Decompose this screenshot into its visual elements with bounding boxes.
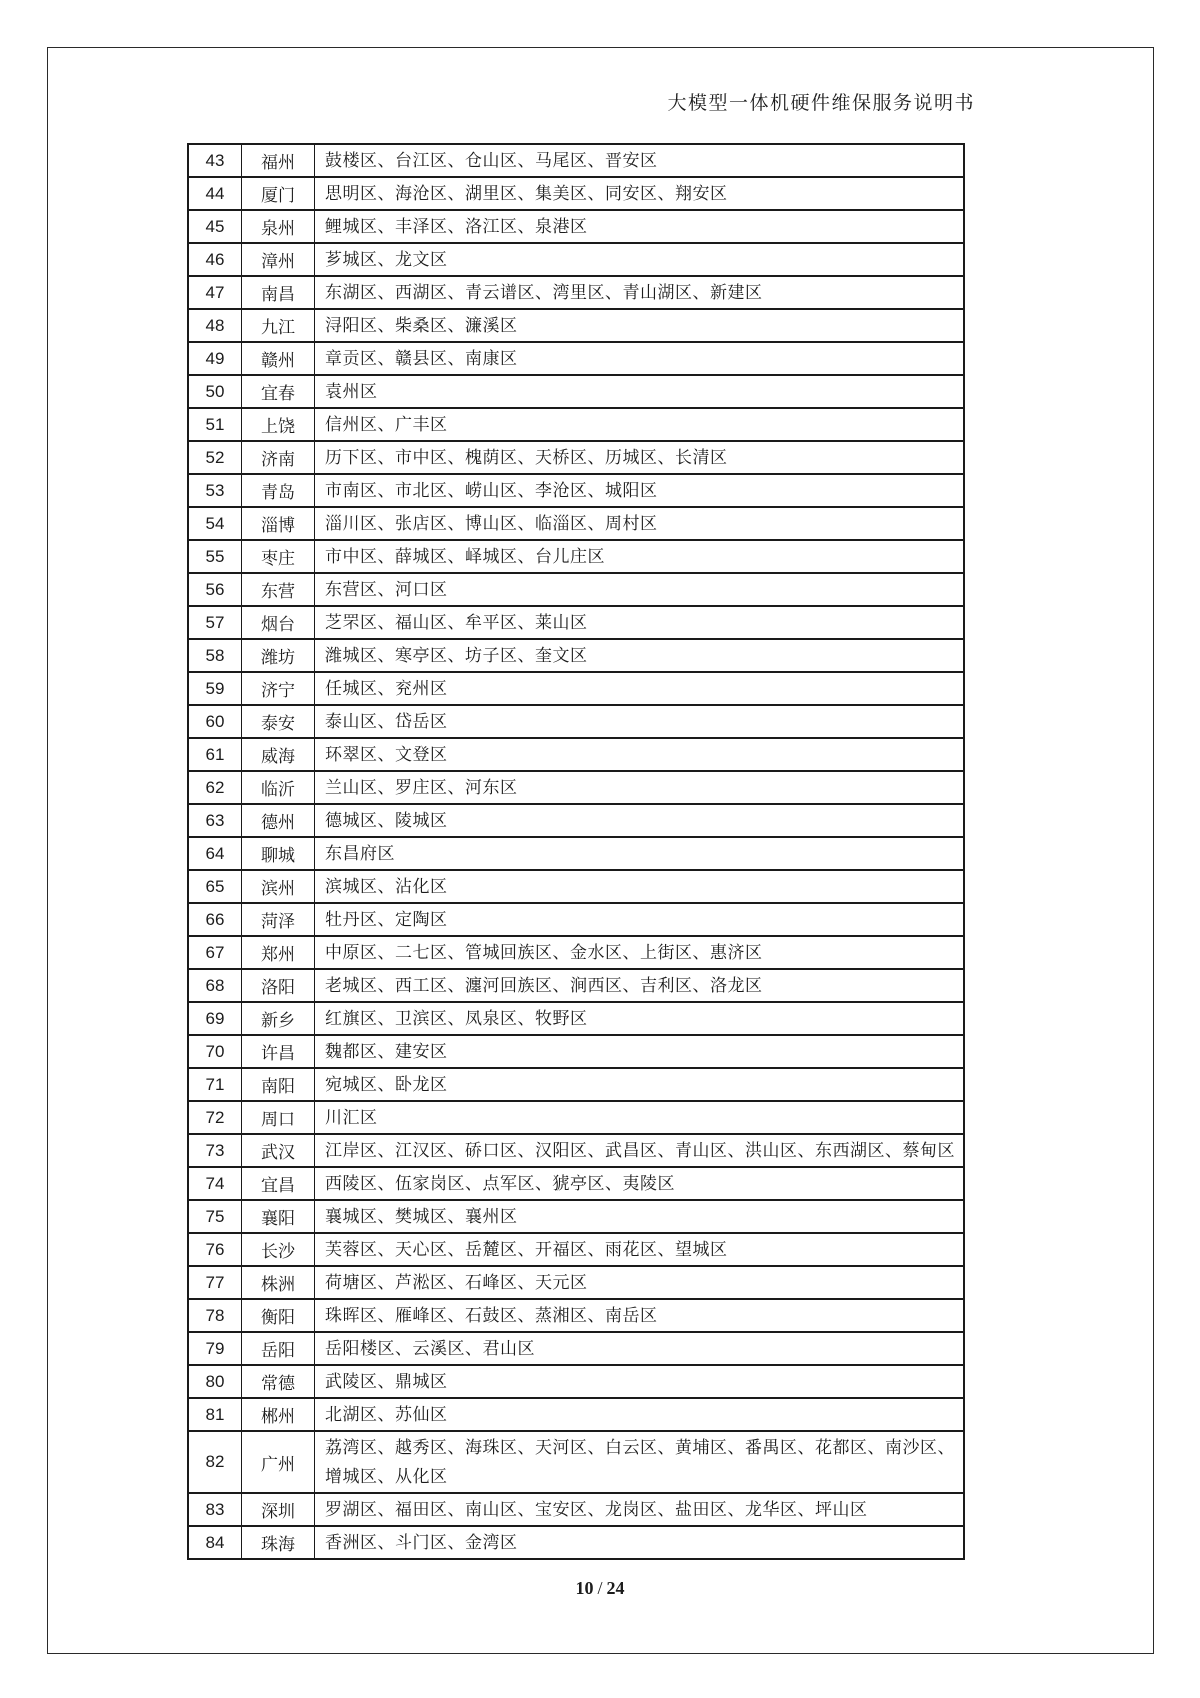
city-name: 洛阳 xyxy=(242,970,315,1001)
district-list: 环翠区、文登区 xyxy=(325,745,448,764)
row-number: 69 xyxy=(189,1003,242,1034)
table-row xyxy=(189,1267,963,1300)
row-number: 61 xyxy=(189,739,242,770)
city-name: 福州 xyxy=(242,145,315,176)
row-number: 54 xyxy=(189,508,242,539)
row-number: 50 xyxy=(189,376,242,407)
district-list: 岳阳楼区、云溪区、君山区 xyxy=(325,1339,535,1358)
city-name: 常德 xyxy=(242,1366,315,1397)
city-name: 长沙 xyxy=(242,1234,315,1265)
district-list: 中原区、二七区、管城回族区、金水区、上街区、惠济区 xyxy=(325,943,763,962)
city-name: 威海 xyxy=(242,739,315,770)
city-name: 武汉 xyxy=(242,1135,315,1166)
page-separator: / xyxy=(597,1578,603,1598)
district-list: 西陵区、伍家岗区、点军区、猇亭区、夷陵区 xyxy=(325,1174,675,1193)
table-row xyxy=(189,871,963,904)
table-row xyxy=(189,1399,963,1432)
district-list: 老城区、西工区、瀍河回族区、涧西区、吉利区、洛龙区 xyxy=(325,976,763,995)
table-row xyxy=(189,145,963,178)
table-row xyxy=(189,310,963,343)
district-list: 德城区、陵城区 xyxy=(325,811,448,830)
row-number: 53 xyxy=(189,475,242,506)
table-row xyxy=(189,1527,963,1558)
city-name: 青岛 xyxy=(242,475,315,506)
row-number: 76 xyxy=(189,1234,242,1265)
city-name: 泉州 xyxy=(242,211,315,242)
city-name: 襄阳 xyxy=(242,1201,315,1232)
city-name: 济南 xyxy=(242,442,315,473)
row-number: 68 xyxy=(189,970,242,1001)
district-list: 潍城区、寒亭区、坊子区、奎文区 xyxy=(325,646,588,665)
city-name: 新乡 xyxy=(242,1003,315,1034)
row-number: 71 xyxy=(189,1069,242,1100)
row-number: 58 xyxy=(189,640,242,671)
table-row xyxy=(189,475,963,508)
table-row xyxy=(189,574,963,607)
table-row xyxy=(189,277,963,310)
table-row xyxy=(189,1069,963,1102)
city-name: 赣州 xyxy=(242,343,315,374)
district-list: 红旗区、卫滨区、凤泉区、牧野区 xyxy=(325,1009,588,1028)
row-number: 44 xyxy=(189,178,242,209)
row-number: 74 xyxy=(189,1168,242,1199)
row-number: 62 xyxy=(189,772,242,803)
row-number: 75 xyxy=(189,1201,242,1232)
table-row xyxy=(189,970,963,1003)
row-number: 52 xyxy=(189,442,242,473)
district-list: 市南区、市北区、崂山区、李沧区、城阳区 xyxy=(325,481,658,500)
city-name: 厦门 xyxy=(242,178,315,209)
table-row xyxy=(189,1300,963,1333)
table-row xyxy=(189,1201,963,1234)
city-name: 烟台 xyxy=(242,607,315,638)
district-list: 珠晖区、雁峰区、石鼓区、蒸湘区、南岳区 xyxy=(325,1306,658,1325)
district-list: 袁州区 xyxy=(325,382,378,401)
district-list: 兰山区、罗庄区、河东区 xyxy=(325,778,518,797)
row-number: 47 xyxy=(189,277,242,308)
district-list: 浔阳区、柴桑区、濂溪区 xyxy=(325,316,518,335)
row-number: 49 xyxy=(189,343,242,374)
district-list: 襄城区、樊城区、襄州区 xyxy=(325,1207,518,1226)
table-row xyxy=(189,1135,963,1168)
district-list: 宛城区、卧龙区 xyxy=(325,1075,448,1094)
row-number: 64 xyxy=(189,838,242,869)
district-list: 牡丹区、定陶区 xyxy=(325,910,448,929)
document-header-title: 大模型一体机硬件维保服务说明书 xyxy=(667,93,975,114)
table-row xyxy=(189,838,963,871)
district-list: 市中区、薛城区、峄城区、台儿庄区 xyxy=(325,547,605,566)
table-row xyxy=(189,1494,963,1527)
row-number: 82 xyxy=(189,1432,242,1492)
district-list: 东湖区、西湖区、青云谱区、湾里区、青山湖区、新建区 xyxy=(325,283,763,302)
row-number: 77 xyxy=(189,1267,242,1298)
district-list: 香洲区、斗门区、金湾区 xyxy=(325,1533,518,1552)
row-number: 83 xyxy=(189,1494,242,1525)
row-number: 51 xyxy=(189,409,242,440)
city-name: 深圳 xyxy=(242,1494,315,1525)
district-list: 历下区、市中区、槐荫区、天桥区、历城区、长清区 xyxy=(325,448,728,467)
page-total: 24 xyxy=(606,1578,625,1598)
city-name: 郴州 xyxy=(242,1399,315,1430)
row-number: 57 xyxy=(189,607,242,638)
city-name: 济宁 xyxy=(242,673,315,704)
city-name: 九江 xyxy=(242,310,315,341)
city-name: 周口 xyxy=(242,1102,315,1133)
district-list: 荷塘区、芦淞区、石峰区、天元区 xyxy=(325,1273,588,1292)
district-list: 江岸区、江汉区、硚口区、汉阳区、武昌区、青山区、洪山区、东西湖区、蔡甸区 xyxy=(325,1141,955,1160)
table-row xyxy=(189,343,963,376)
district-list: 信州区、广丰区 xyxy=(325,415,448,434)
table-row xyxy=(189,409,963,442)
city-name: 枣庄 xyxy=(242,541,315,572)
row-number: 59 xyxy=(189,673,242,704)
city-name: 上饶 xyxy=(242,409,315,440)
table-row xyxy=(189,211,963,244)
table-row xyxy=(189,1366,963,1399)
table-row xyxy=(189,706,963,739)
city-name: 泰安 xyxy=(242,706,315,737)
district-list: 鼓楼区、台江区、仓山区、马尾区、晋安区 xyxy=(325,151,658,170)
table-row xyxy=(189,640,963,673)
city-name: 广州 xyxy=(242,1432,315,1492)
table-row xyxy=(189,772,963,805)
row-number: 45 xyxy=(189,211,242,242)
table-row xyxy=(189,541,963,574)
district-list: 北湖区、苏仙区 xyxy=(325,1405,448,1424)
district-list: 荔湾区、越秀区、海珠区、天河区、白云区、黄埔区、番禺区、花都区、南沙区、增城区、从化区 xyxy=(325,1438,955,1486)
row-number: 78 xyxy=(189,1300,242,1331)
row-number: 81 xyxy=(189,1399,242,1430)
city-name: 南昌 xyxy=(242,277,315,308)
city-name: 德州 xyxy=(242,805,315,836)
table-row xyxy=(189,508,963,541)
table-row xyxy=(189,739,963,772)
city-name: 淄博 xyxy=(242,508,315,539)
city-name: 许昌 xyxy=(242,1036,315,1067)
row-number: 56 xyxy=(189,574,242,605)
district-list: 淄川区、张店区、博山区、临淄区、周村区 xyxy=(325,514,658,533)
row-number: 80 xyxy=(189,1366,242,1397)
district-list: 泰山区、岱岳区 xyxy=(325,712,448,731)
district-list: 芗城区、龙文区 xyxy=(325,250,448,269)
table-row xyxy=(189,1168,963,1201)
table-row xyxy=(189,376,963,409)
city-district-table xyxy=(187,143,965,1560)
city-name: 郑州 xyxy=(242,937,315,968)
city-name: 滨州 xyxy=(242,871,315,902)
table-row xyxy=(189,805,963,838)
table-row xyxy=(189,937,963,970)
row-number: 43 xyxy=(189,145,242,176)
district-list: 东营区、河口区 xyxy=(325,580,448,599)
table-row xyxy=(189,1234,963,1267)
table-row xyxy=(189,607,963,640)
table-row xyxy=(189,244,963,277)
table-row xyxy=(189,673,963,706)
city-name: 潍坊 xyxy=(242,640,315,671)
city-name: 南阳 xyxy=(242,1069,315,1100)
row-number: 63 xyxy=(189,805,242,836)
district-list: 芙蓉区、天心区、岳麓区、开福区、雨花区、望城区 xyxy=(325,1240,728,1259)
district-list: 鲤城区、丰泽区、洛江区、泉港区 xyxy=(325,217,588,236)
city-name: 菏泽 xyxy=(242,904,315,935)
district-list: 东昌府区 xyxy=(325,844,395,863)
city-name: 临沂 xyxy=(242,772,315,803)
city-name: 东营 xyxy=(242,574,315,605)
row-number: 70 xyxy=(189,1036,242,1067)
table-row xyxy=(189,904,963,937)
district-list: 芝罘区、福山区、牟平区、莱山区 xyxy=(325,613,588,632)
row-number: 48 xyxy=(189,310,242,341)
table-row xyxy=(189,1003,963,1036)
city-name: 珠海 xyxy=(242,1527,315,1558)
table-row xyxy=(189,1102,963,1135)
district-list: 罗湖区、福田区、南山区、宝安区、龙岗区、盐田区、龙华区、坪山区 xyxy=(325,1500,868,1519)
district-list: 武陵区、鼎城区 xyxy=(325,1372,448,1391)
row-number: 84 xyxy=(189,1527,242,1558)
page-number: 10 xyxy=(575,1578,594,1598)
row-number: 60 xyxy=(189,706,242,737)
district-list: 川汇区 xyxy=(325,1108,378,1127)
city-name: 漳州 xyxy=(242,244,315,275)
city-name: 岳阳 xyxy=(242,1333,315,1364)
row-number: 72 xyxy=(189,1102,242,1133)
table-row xyxy=(189,1432,963,1494)
district-list: 思明区、海沧区、湖里区、集美区、同安区、翔安区 xyxy=(325,184,728,203)
page-footer xyxy=(0,1578,1200,1599)
row-number: 55 xyxy=(189,541,242,572)
district-list: 魏都区、建安区 xyxy=(325,1042,448,1061)
district-list: 章贡区、赣县区、南康区 xyxy=(325,349,518,368)
city-name: 宜春 xyxy=(242,376,315,407)
city-name: 聊城 xyxy=(242,838,315,869)
row-number: 73 xyxy=(189,1135,242,1166)
district-list: 滨城区、沾化区 xyxy=(325,877,448,896)
city-name: 宜昌 xyxy=(242,1168,315,1199)
row-number: 66 xyxy=(189,904,242,935)
city-name: 衡阳 xyxy=(242,1300,315,1331)
table-row xyxy=(189,442,963,475)
table-row xyxy=(189,1333,963,1366)
table-row xyxy=(189,1036,963,1069)
row-number: 79 xyxy=(189,1333,242,1364)
district-list: 任城区、兖州区 xyxy=(325,679,448,698)
row-number: 67 xyxy=(189,937,242,968)
table-row xyxy=(189,178,963,211)
service-table-body xyxy=(189,145,963,1558)
row-number: 46 xyxy=(189,244,242,275)
city-name: 株洲 xyxy=(242,1267,315,1298)
row-number: 65 xyxy=(189,871,242,902)
